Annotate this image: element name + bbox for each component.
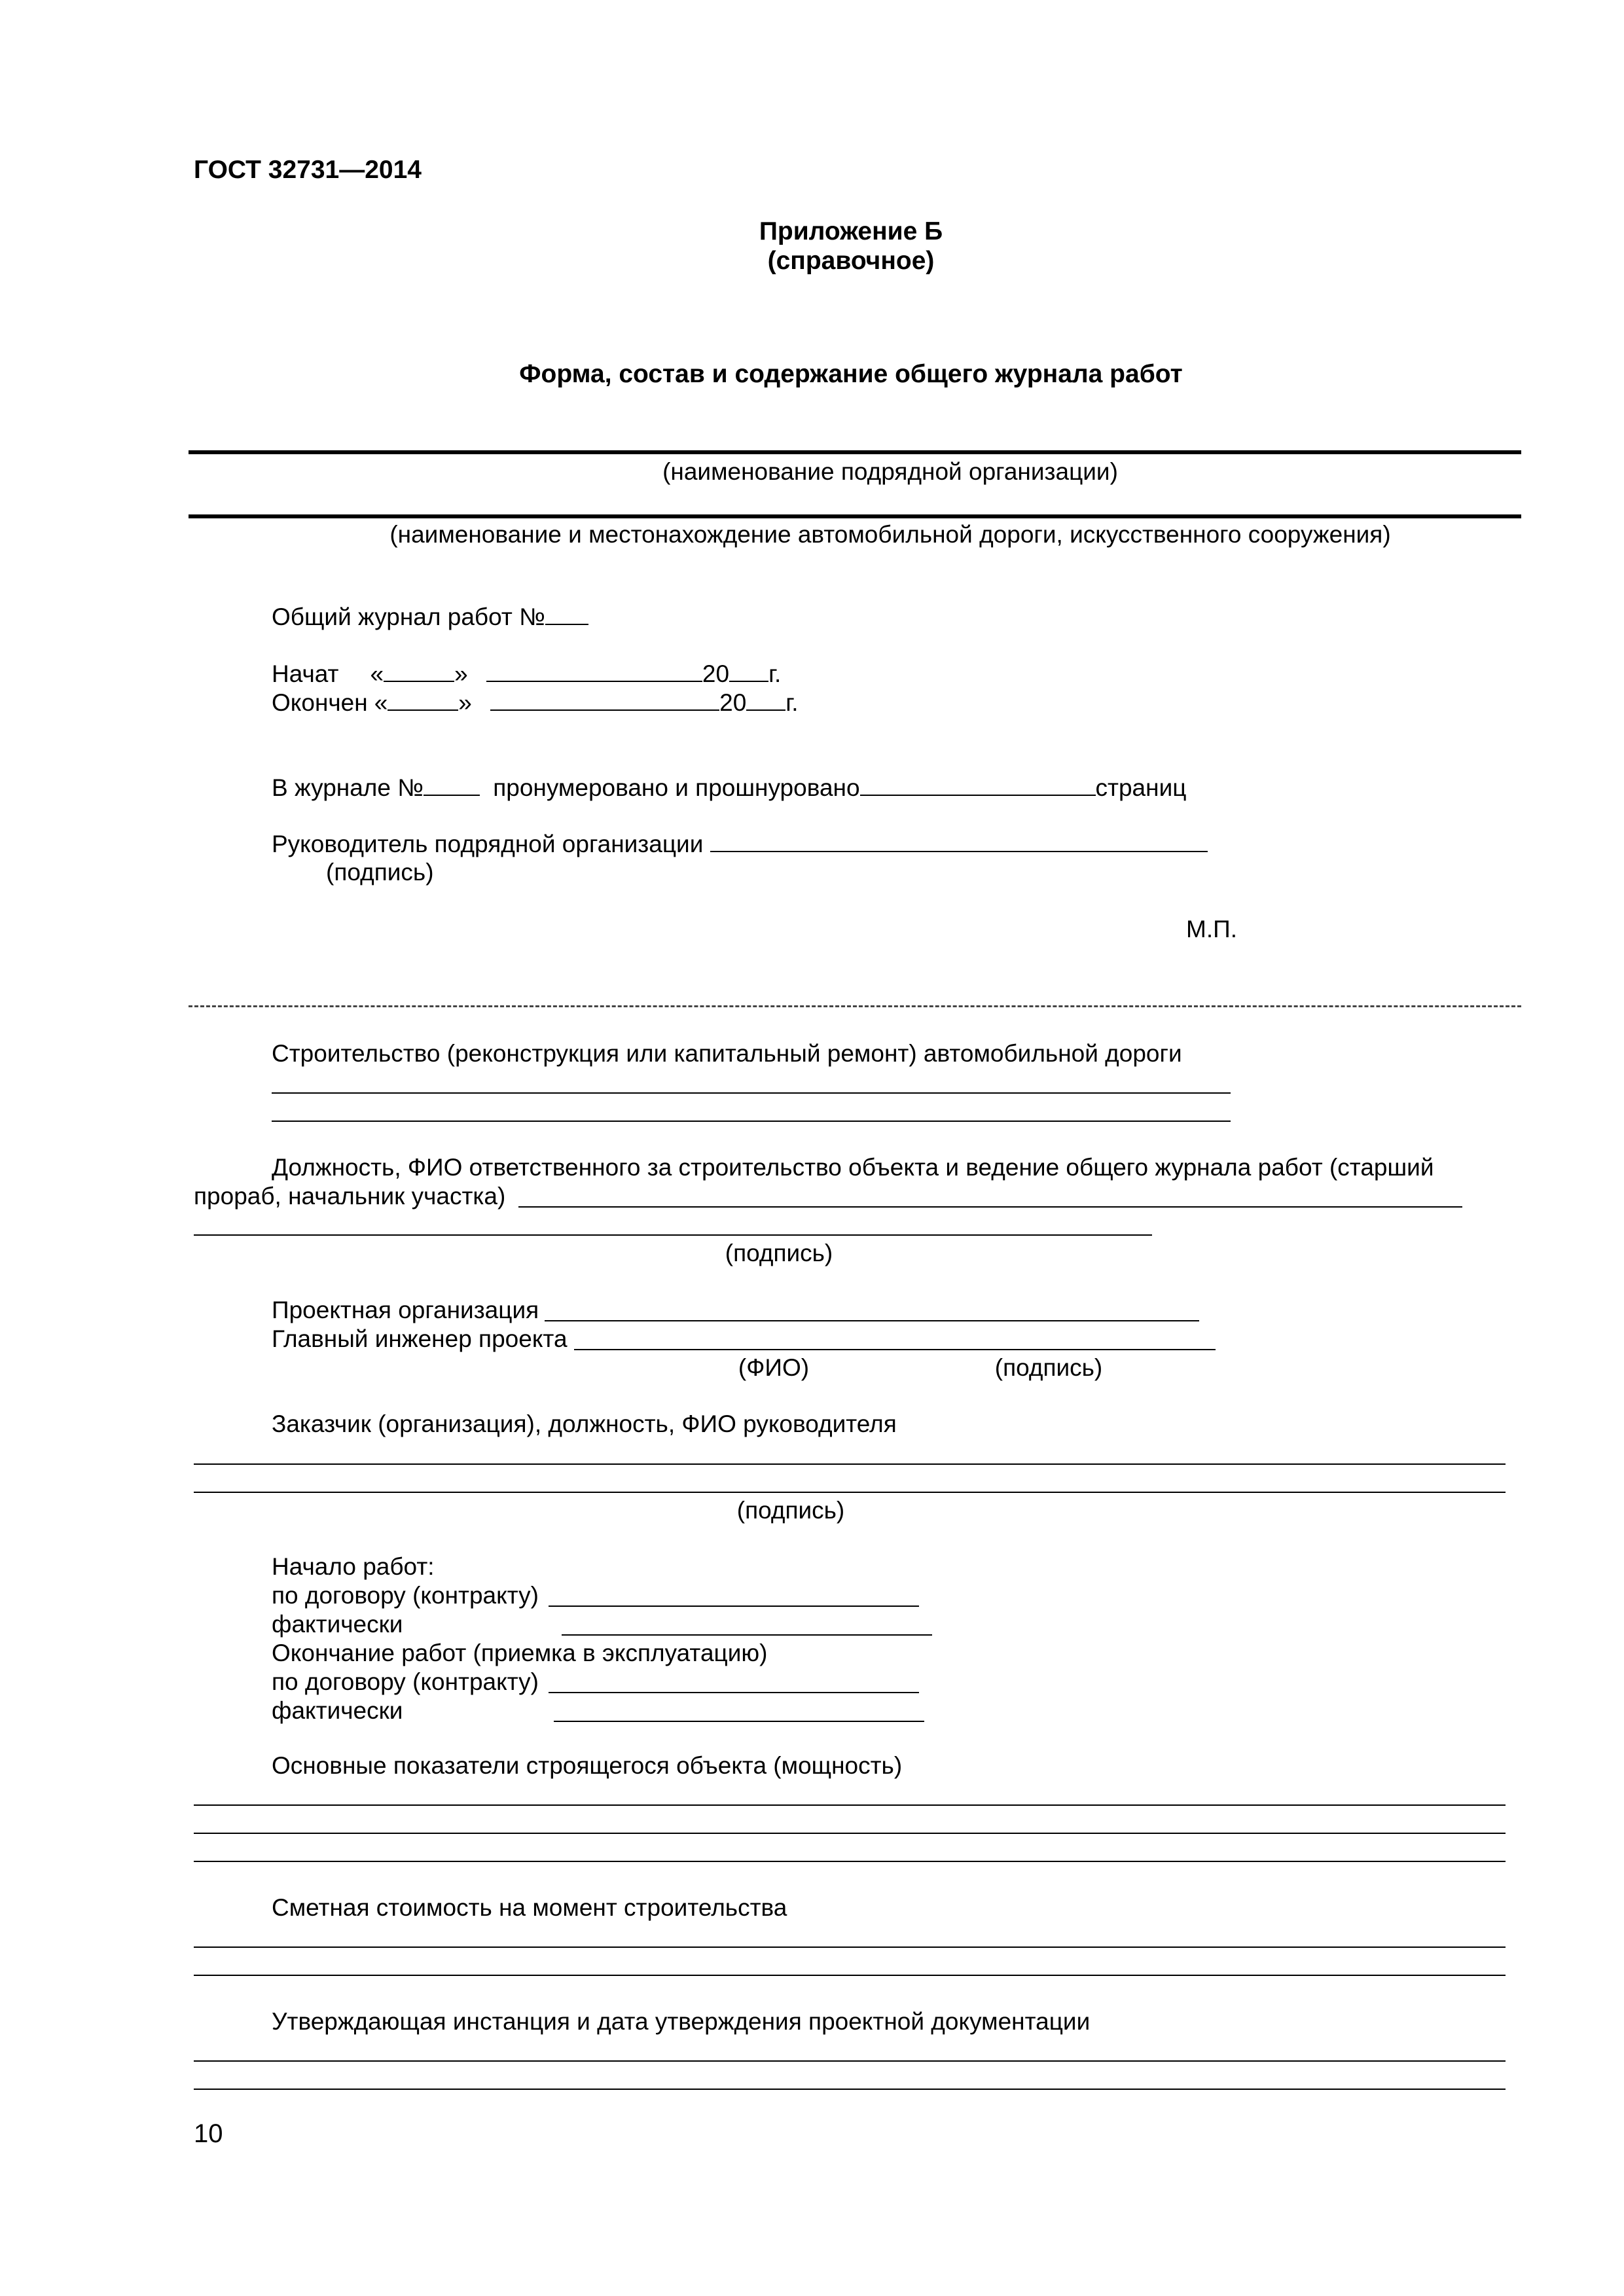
- cost-label: Сметная стоимость на момент строительства: [272, 1894, 787, 1921]
- road-caption: (наименование и местонахождение автомобильной дороги, искусственного сооружения): [389, 521, 1391, 548]
- start-by-contract-label: по договору (контракту): [272, 1582, 539, 1609]
- quote-open: «: [370, 660, 384, 687]
- chief-engineer-label: Главный инженер проекта: [272, 1325, 568, 1352]
- customer-line-2[interactable]: [194, 1492, 1506, 1493]
- quote-close: »: [458, 689, 472, 716]
- journal-number-label: Общий журнал работ №: [272, 603, 545, 630]
- started-label: Начат: [272, 660, 339, 687]
- pages-count-field[interactable]: [860, 775, 1096, 796]
- pages-middle: пронумеровано и прошнуровано: [493, 774, 860, 801]
- construction-line-2[interactable]: [272, 1121, 1231, 1122]
- construction-line-1[interactable]: [272, 1092, 1231, 1094]
- finished-year-field[interactable]: [746, 690, 785, 711]
- started-day-field[interactable]: [384, 661, 454, 682]
- construction-label: Строительство (реконструкция или капитальный ремонт) автомобильной дороги: [272, 1040, 1182, 1067]
- start-works-label: Начало работ:: [272, 1553, 435, 1580]
- finished-row: [272, 689, 799, 717]
- page-number: 10: [194, 2119, 223, 2148]
- fio-caption: (ФИО): [738, 1354, 810, 1381]
- start-actually-line[interactable]: [562, 1634, 932, 1636]
- started-year-field[interactable]: [729, 661, 768, 682]
- journal-number-field[interactable]: [545, 604, 588, 625]
- approval-line-2[interactable]: [194, 2089, 1506, 2090]
- started-row: [272, 660, 781, 689]
- start-actually-label: фактически: [272, 1611, 403, 1638]
- indicators-line-1[interactable]: [194, 1804, 1506, 1806]
- indicators-label: Основные показатели строящегося объекта (мощность): [272, 1752, 903, 1779]
- start-by-contract-line[interactable]: [549, 1605, 919, 1607]
- started-year-prefix: 20: [702, 660, 730, 687]
- approval-label: Утверждающая инстанция и дата утверждения проектной документации: [272, 2008, 1091, 2035]
- contractor-name-line: [189, 450, 1521, 454]
- indicators-line-3[interactable]: [194, 1861, 1506, 1862]
- responsible-line-1[interactable]: [518, 1206, 1462, 1208]
- head-row: [272, 830, 1208, 859]
- head-label: Руководитель подрядной организации: [272, 831, 704, 857]
- finished-label: Окончен: [272, 689, 368, 716]
- pages-row: [272, 774, 1186, 802]
- contractor-caption: (наименование подрядной организации): [662, 458, 1118, 485]
- cost-line-1[interactable]: [194, 1946, 1506, 1948]
- standard-code: ГОСТ 32731—2014: [194, 156, 422, 184]
- pages-suffix: страниц: [1095, 774, 1187, 801]
- customer-label: Заказчик (организация), должность, ФИО руководителя: [272, 1410, 897, 1437]
- cut-line: [189, 1005, 1521, 1007]
- design-org-label: Проектная организация: [272, 1297, 539, 1323]
- end-actually-label: фактически: [272, 1697, 403, 1724]
- head-signature-caption: (подпись): [326, 859, 434, 886]
- end-by-contract-line[interactable]: [549, 1692, 919, 1693]
- responsible-label-2: прораб, начальник участка): [194, 1183, 506, 1210]
- started-year-suffix: г.: [768, 660, 782, 687]
- annex-title: Приложение Б: [759, 217, 943, 245]
- cost-line-2[interactable]: [194, 1975, 1506, 1976]
- customer-line-1[interactable]: [194, 1463, 1506, 1465]
- customer-signature-caption: (подпись): [736, 1497, 845, 1524]
- end-actually-line[interactable]: [554, 1721, 924, 1722]
- page-title: Форма, состав и содержание общего журнала работ: [519, 360, 1183, 388]
- journal-number-row: [272, 603, 588, 632]
- road-name-line: [189, 514, 1521, 518]
- quote-open: «: [374, 689, 388, 716]
- responsible-signature-caption: (подпись): [725, 1240, 833, 1266]
- end-works-label: Окончание работ (приемка в эксплуатацию): [272, 1640, 768, 1666]
- approval-line-1[interactable]: [194, 2060, 1506, 2062]
- end-by-contract-label: по договору (контракту): [272, 1668, 539, 1695]
- chief-engineer-line[interactable]: [574, 1349, 1216, 1350]
- started-month-field[interactable]: [486, 661, 702, 682]
- finished-day-field[interactable]: [388, 690, 458, 711]
- head-signature-field[interactable]: [710, 831, 1208, 852]
- finished-year-prefix: 20: [719, 689, 747, 716]
- finished-month-field[interactable]: [490, 690, 719, 711]
- design-org-line[interactable]: [545, 1320, 1199, 1321]
- annex-type: (справочное): [767, 247, 935, 275]
- finished-year-suffix: г.: [785, 689, 799, 716]
- chief-signature-caption: (подпись): [994, 1354, 1103, 1381]
- pages-prefix: В журнале №: [272, 774, 424, 801]
- responsible-line-2[interactable]: [194, 1234, 1152, 1236]
- quote-close: »: [454, 660, 468, 687]
- responsible-label-1: Должность, ФИО ответственного за строительство объекта и ведение общего журнала работ (старший: [272, 1154, 1434, 1181]
- stamp-mark: М.П.: [1186, 916, 1237, 942]
- indicators-line-2[interactable]: [194, 1833, 1506, 1834]
- pages-journal-number-field[interactable]: [424, 775, 480, 796]
